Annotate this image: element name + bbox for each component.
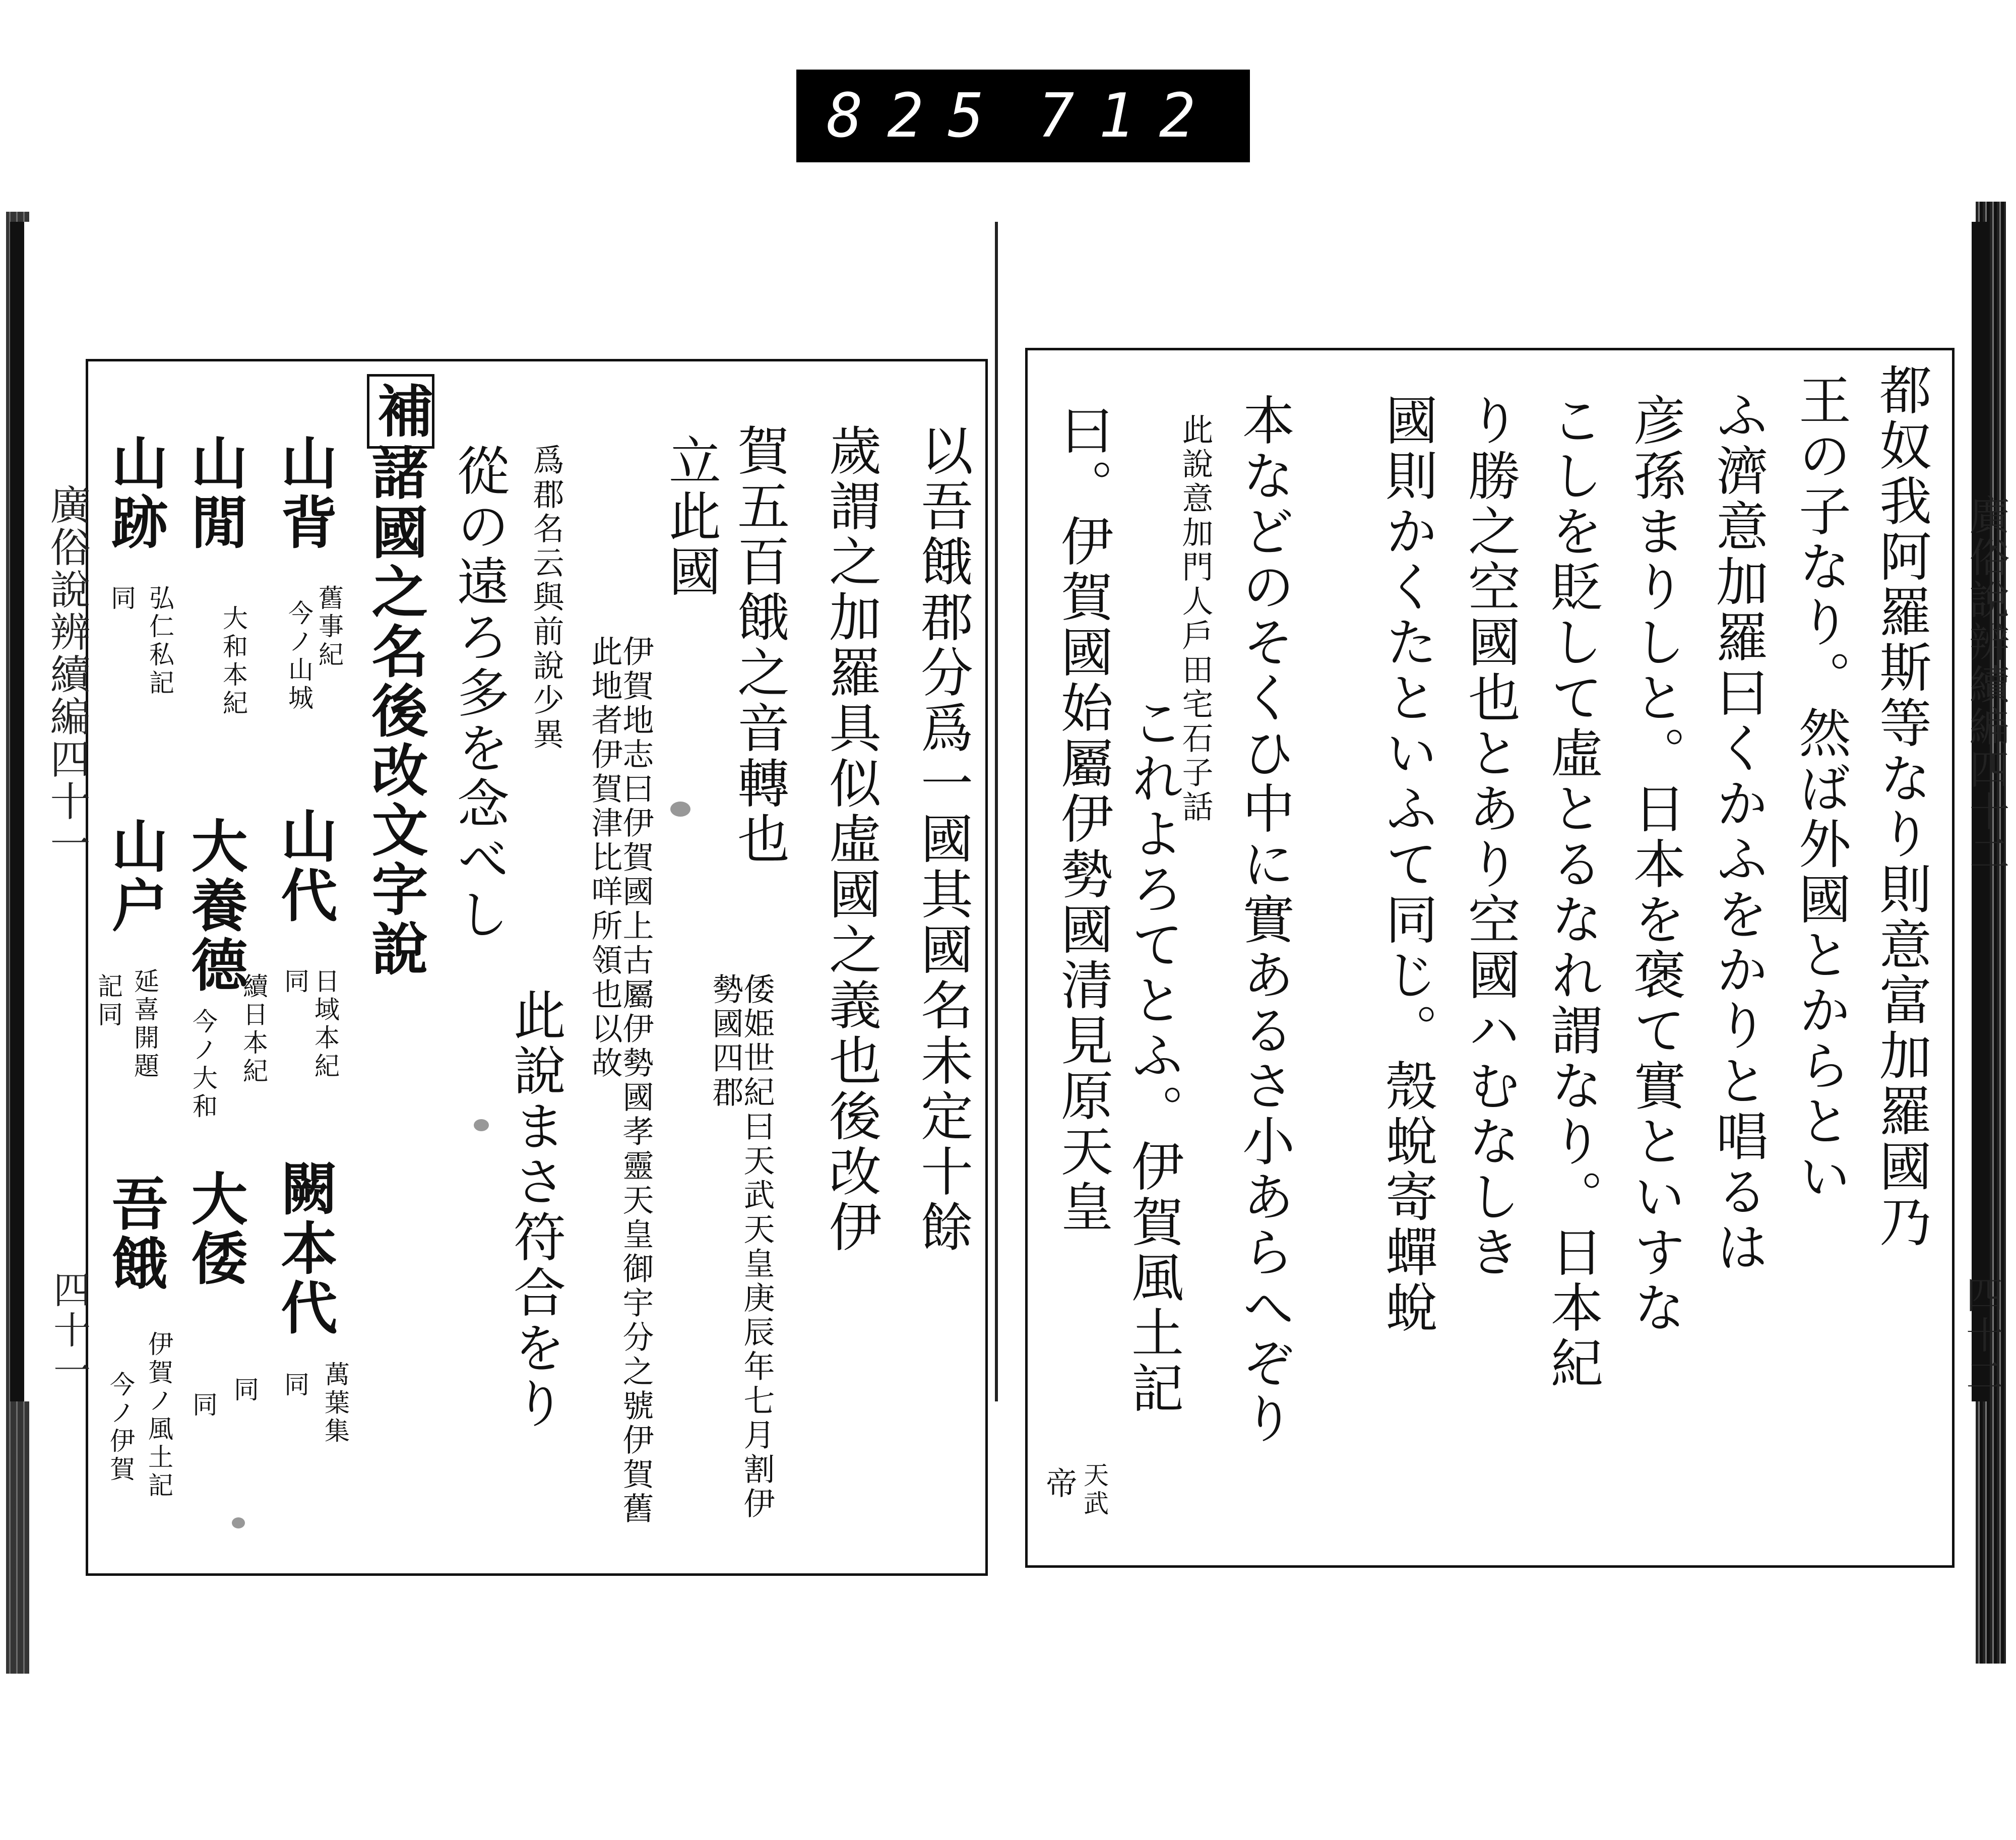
entry-source: 同 bbox=[188, 1391, 218, 1420]
left-section-title: 諸國之名後改文字說 bbox=[362, 444, 428, 979]
entry-source: 同 bbox=[280, 1371, 309, 1399]
ink-stain bbox=[232, 1517, 245, 1528]
right-text-column-10: 曰。伊賀國始屬伊勢國清見原天皇 bbox=[1052, 403, 1113, 1235]
right-text-column-7: 國則かくたといふて同じ。殼蛻寄蟬蛻 bbox=[1376, 393, 1438, 1336]
right-note-emperor: 帝 bbox=[1041, 1467, 1078, 1501]
ink-stain bbox=[670, 802, 690, 817]
left-text-column-6: 從の遠ろ多を念べし bbox=[448, 444, 510, 943]
entry-source: 延喜開題 bbox=[130, 968, 159, 1081]
entry-source: 續日本紀 bbox=[239, 973, 268, 1086]
right-note-tenmu: 天武 bbox=[1080, 1462, 1109, 1518]
right-page-number: 四十二 bbox=[1960, 1275, 2003, 1396]
entry-source: 伊賀ノ風土記 bbox=[144, 1331, 173, 1500]
right-text-column-8: 本などのそくひ中に實あるさ小あらへぞり bbox=[1233, 393, 1295, 1447]
entry-word: 山閒 bbox=[182, 434, 248, 553]
entry-word: 山户 bbox=[102, 817, 168, 936]
catalog-number-left: 825 bbox=[827, 81, 1009, 151]
right-text-column-1: 都奴我阿羅斯等なり則意富加羅國乃 bbox=[1870, 363, 1932, 1250]
entry-source: 今ノ大和 bbox=[188, 1008, 218, 1121]
entry-source: 今ノ山城 bbox=[284, 600, 313, 713]
left-note-column-2: 伊賀地志曰伊賀國上古屬伊勢國孝靈天皇御宇分之號伊賀舊此地者伊賀津比咩所領也以故 bbox=[586, 635, 654, 1526]
left-text-column-4: 立此國 bbox=[660, 434, 721, 600]
entry-source: 日域本紀 bbox=[310, 968, 340, 1081]
right-text-column-3: ふ濟意加羅曰くかふをかりと唱るは bbox=[1707, 388, 1769, 1275]
left-text-column-3: 賀五百餓之音轉也 bbox=[728, 423, 790, 867]
supplement-heading-box: 補 bbox=[367, 374, 434, 449]
left-text-column-1: 以吾餓郡分爲一國其國名未定十餘 bbox=[912, 423, 973, 1255]
left-note-column-3: 爲郡名云與前說少異 bbox=[528, 444, 564, 752]
entry-source: 萬葉集 bbox=[321, 1361, 350, 1446]
entry-word: 山跡 bbox=[102, 434, 168, 553]
left-margin-title: 廣俗說辨續編四十一 bbox=[43, 484, 90, 865]
catalog-label bbox=[796, 70, 1250, 162]
right-text-column-5: こしを貶して虛とるなれ謂なり。日本紀 bbox=[1542, 393, 1603, 1391]
left-page-number: 四十一 bbox=[47, 1270, 91, 1391]
entry-source: 記同 bbox=[94, 973, 123, 1029]
entry-source: 同 bbox=[230, 1376, 259, 1404]
right-text-column-2: 王の子なり。然ば外國とからとい bbox=[1790, 373, 1851, 1205]
entry-source: 大和本紀 bbox=[219, 605, 248, 718]
entry-word: 山代 bbox=[272, 807, 338, 926]
entry-word: 山背 bbox=[272, 434, 338, 553]
right-margin-title: 廣俗說辨續編四十二 bbox=[1963, 494, 2009, 875]
entry-word: 闕本代 bbox=[272, 1159, 338, 1338]
entry-source: 舊事紀 bbox=[314, 585, 344, 669]
entry-source: 今ノ伊賀 bbox=[106, 1371, 135, 1484]
entry-word: 吾餓 bbox=[102, 1175, 168, 1294]
right-text-column-4: 彦孫まりしと。日本を褒て實といすな bbox=[1624, 393, 1686, 1336]
left-text-column-2: 歲謂之加羅具似虛國之義也後改伊 bbox=[820, 423, 881, 1255]
left-note-column-1: 倭姫世紀曰天武天皇庚辰年七月割伊勢國四郡 bbox=[707, 973, 775, 1521]
right-text-column-6: り勝之空國也とあり空國ハむなしき bbox=[1459, 393, 1521, 1280]
entry-word: 大養德 bbox=[182, 817, 248, 995]
entry-source: 同 bbox=[107, 585, 136, 613]
entry-source: 同 bbox=[280, 968, 309, 996]
left-text-column-5: 此說まさ符合をり bbox=[505, 988, 566, 1432]
catalog-number-right: 712 bbox=[1038, 81, 1220, 151]
ink-stain bbox=[474, 1119, 489, 1131]
entry-word: 大倭 bbox=[182, 1170, 248, 1289]
right-note-column: 此說意加門人戶田宅石子話 bbox=[1177, 413, 1214, 825]
entry-source: 弘仁私記 bbox=[145, 585, 174, 698]
right-text-column-9: これよろてとふ。伊賀風土記 bbox=[1122, 696, 1184, 1417]
